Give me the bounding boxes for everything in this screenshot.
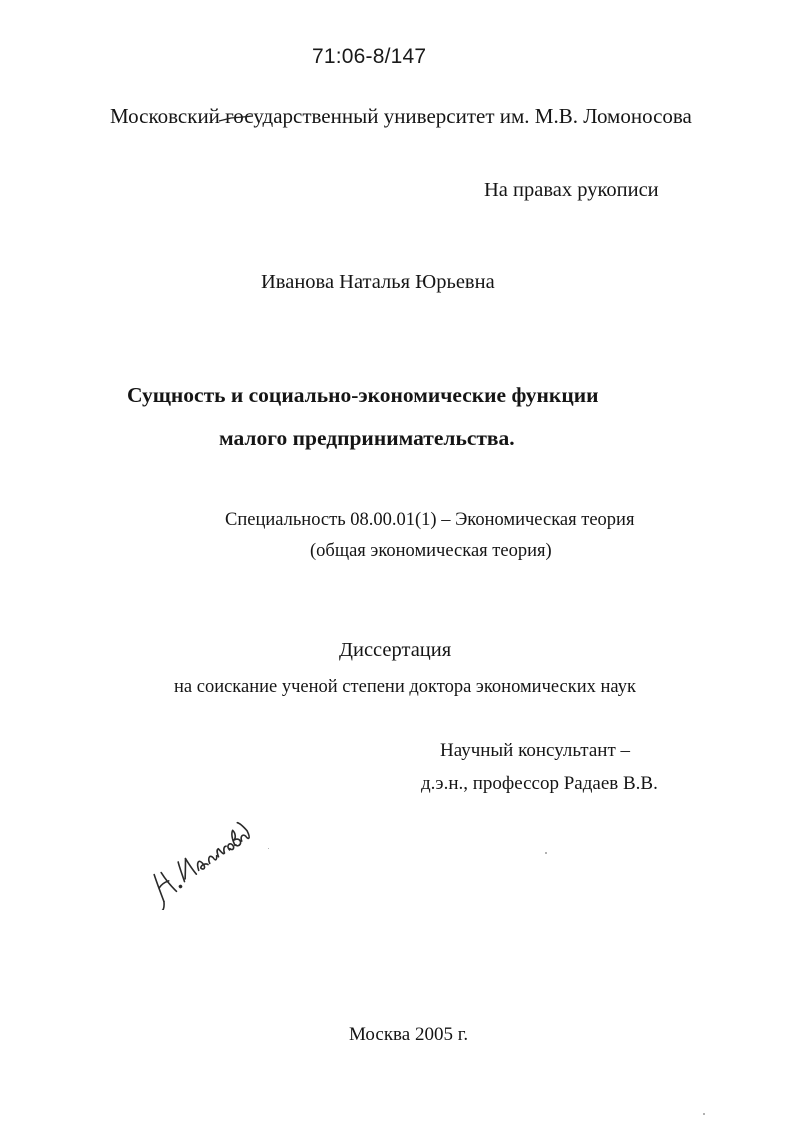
scan-speck [268,848,269,849]
university-name: Московский государственный университет им. М.В. Ломоносова [110,104,692,128]
specialty-line-2: (общая экономическая теория) [310,541,552,561]
specialty-line-1: Специальность 08.00.01(1) – Экономическая теория [225,510,635,530]
degree-line: на соискание ученой степени доктора экономических наук [174,677,636,697]
city-year: Москва 2005 г. [349,1024,469,1045]
strike-mark [218,115,254,123]
dissertation-label: Диссертация [339,639,452,661]
consultant-label: Научный консультант – [440,740,630,761]
author-name: Иванова Наталья Юрьевна [261,271,495,293]
scan-speck [703,1113,705,1115]
dissertation-title-line-2: малого предпринимательства. [219,426,515,450]
consultant-name: д.э.н., профессор Радаев В.В. [421,773,658,794]
handwritten-signature [130,800,260,910]
manuscript-note: На правах рукописи [484,179,659,201]
scan-speck [545,852,547,854]
catalog-number: 71:06-8/147 [312,45,427,68]
dissertation-title-line-1: Сущность и социально-экономические функции [127,383,599,407]
